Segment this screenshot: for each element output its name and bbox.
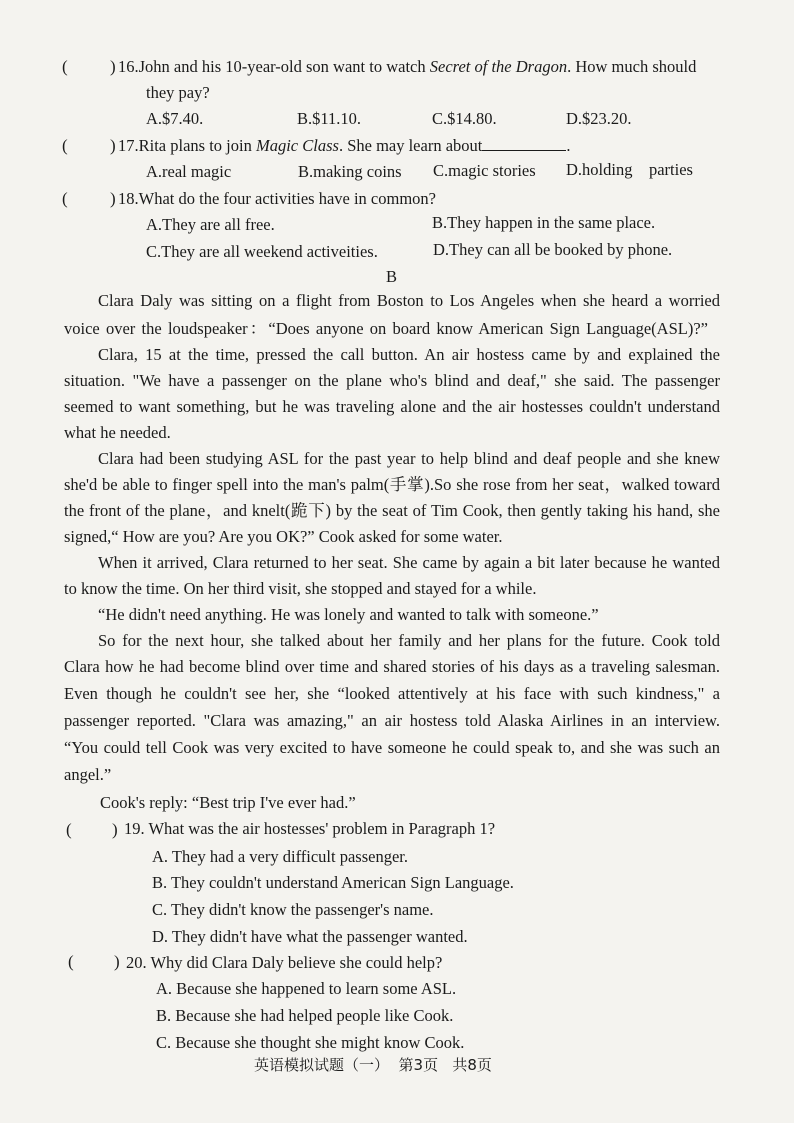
passage-line: “He didn't need anything. He was lonely and wanted to talk with someone.” [98,605,599,624]
page-footer: 英语模拟试题（一） 第3页 共8页 [254,1056,492,1074]
q20-paren-close: ) [114,952,120,971]
q20-option-a: A. Because she happened to learn some ASL. [156,979,457,998]
q18-paren-close: ) [110,189,116,208]
q18-option-b: B.They happen in the same place. [432,213,656,232]
passage-line: Cook's reply: “Best trip I've ever had.” [100,793,356,812]
passage-line: to know the time. On her third visit, she stopped and stayed for a while. [64,579,537,598]
passage-line: Clara, 15 at the time, pressed the call button. An air hostess came by and explained the [98,345,720,364]
q20-option-b: B. Because she had helped people like Cook. [156,1006,454,1025]
q18-stem: 18.What do the four activities have in common? [118,189,436,208]
passage-line: Even though he couldn't see her, she “looked attentively at his face with such kindness," a [64,684,720,703]
q19-option-a: A. They had a very difficult passenger. [152,847,408,866]
q16-stem-line2: they pay? [146,83,210,102]
q17-class-title: Magic Class [255,136,339,155]
passage-line: she'd be able to finger spell into the man's palm(手掌).So she rose from her seat，walked toward [64,475,720,494]
q16-option-d: D.$23.20. [566,109,632,128]
section-label: B [386,267,398,286]
q20-paren-open: ( [68,952,74,971]
passage-line: When it arrived, Clara returned to her seat. She came by again a bit later because he wanted [98,553,720,572]
q20-stem: 20. Why did Clara Daly believe she could help? [126,953,443,972]
q18-paren-open: ( [62,189,68,208]
q16-stem-text: 16.John and his 10-year-old son want to watch [118,57,430,76]
q16-option-c: C.$14.80. [432,109,497,128]
q17-option-a: A.real magic [146,162,232,181]
q17-option-c: C.magic stories [433,161,536,180]
passage-line: Clara Daly was sitting on a flight from Boston to Los Angeles when she heard a worried [98,291,720,310]
q17-paren-close: ) [110,136,116,155]
q16-paren-close: ) [110,57,116,76]
passage-line: Clara how he had become blind over time and shared stories of his days as a traveling salesman. [64,657,720,676]
q17-paren-open: ( [62,136,68,155]
passage-line: passenger reported. "Clara was amazing," an air hostess told Alaska Airlines in an interview. [64,711,720,730]
q16-option-a: A.$7.40. [146,109,204,128]
q19-paren-open: ( [66,820,72,839]
q18-option-d: D.They can all be booked by phone. [433,240,673,259]
q19-paren-close: ) [112,820,118,839]
q17-option-d: D.holding parties [566,160,693,179]
passage-line: So for the next hour, she talked about her family and her plans for the future. Cook told [98,631,720,650]
q16-option-b: B.$11.10. [297,109,362,128]
q16-movie-title: Secret of the Dragon [429,57,568,76]
q19-option-b: B. They couldn't understand American Sign Language. [152,873,514,892]
passage-line: what he needed. [64,423,171,442]
passage-line: situation. "We have a passenger on the plane who's blind and deaf," she said. The passenger [64,371,720,390]
passage-line: the front of the plane，and knelt(跪下) by the seat of Tim Cook, then gently taking his hand, she [64,501,720,520]
q16-stem-text-end: . How much should [567,57,697,76]
q17-stem-text: 17.Rita plans to join [118,136,256,155]
q17-option-b: B.making coins [298,162,402,181]
passage-line: Clara had been studying ASL for the past year to help blind and deaf people and she knew [98,449,720,468]
passage-line: angel.” [64,765,112,784]
q16-paren-open: ( [62,57,68,76]
q17-stem-period: . [566,136,571,155]
q17-stem [118,135,570,157]
q17-answer-blank [482,136,566,151]
q19-option-d: D. They didn't have what the passenger wanted. [152,927,468,946]
passage-line: voice over the loudspeaker：“Does anyone on board know American Sign Language(ASL)?” [64,319,708,338]
q18-option-c: C.They are all weekend activeities. [146,242,378,261]
q17-stem-text-end: . She may learn about [338,136,483,155]
passage-line: seemed to want something, but he was traveling alone and the air hostesses couldn't understand [64,397,720,416]
q18-option-a: A.They are all free. [146,215,275,234]
passage-line: “You could tell Cook was very excited to have someone he could speak to, and she was such an [64,738,720,757]
q16-stem [118,56,696,78]
q19-stem: 19. What was the air hostesses' problem in Paragraph 1? [124,819,496,838]
passage-line: signed,“ How are you? Are you OK?” Cook asked for some water. [64,527,503,546]
q20-option-c: C. Because she thought she might know Cook. [156,1033,465,1052]
q19-option-c: C. They didn't know the passenger's name. [152,900,434,919]
